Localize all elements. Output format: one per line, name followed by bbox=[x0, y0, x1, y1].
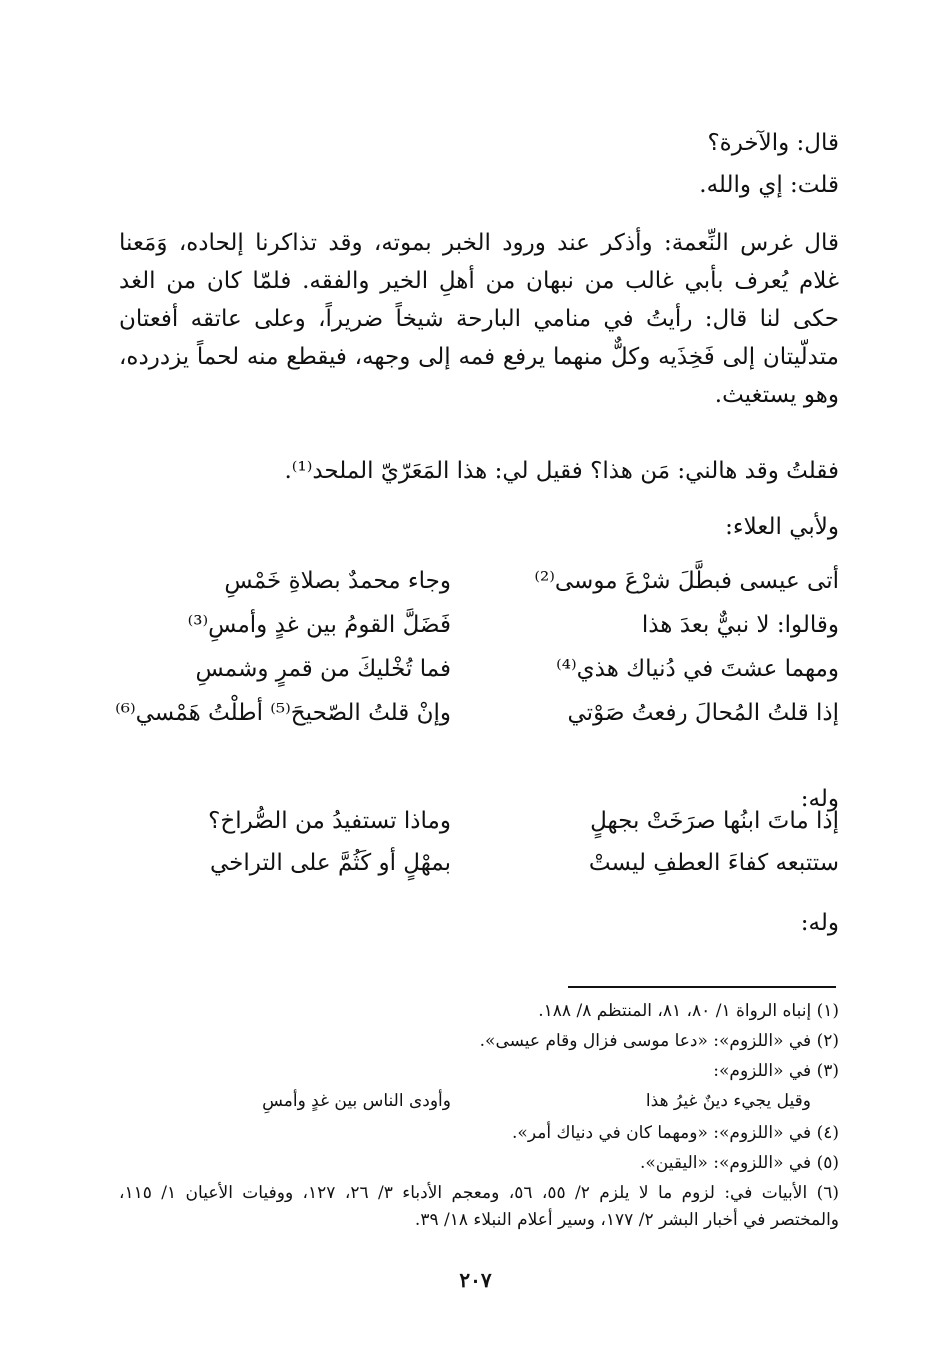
poem1-verse-2-second-hemistich: فَضَلَّ القومُ بين غدٍ وأمسِ⁽³⁾ bbox=[187, 612, 451, 638]
poem1-verse-4-second-hemistich: وإنْ قلتُ الصّحيحَ⁽⁵⁾ أطلْتُ هَمْسي⁽⁶⁾ bbox=[115, 700, 451, 726]
footnote-3: (٣) في «اللزوم»: bbox=[713, 1061, 839, 1081]
footnote-4: (٤) في «اللزوم»: «ومهما كان في دنياك أمر». bbox=[512, 1123, 839, 1143]
poem1-verse-1-second-hemistich: وجاء محمدٌ بصلاةِ خَمْسِ bbox=[224, 568, 451, 594]
poem2-verse-1-first-hemistich: إذا ماتَ ابنُها صرَخَتْ بجهلٍ bbox=[590, 808, 839, 834]
poem-heading-3: وله: bbox=[800, 910, 839, 936]
footnote-2: (٢) في «اللزوم»: «دعا موسى فزال وقام عيسى». bbox=[479, 1031, 839, 1051]
footnote-6: (٦) الأبيات في: لزوم ما لا يلزم ٢/ ٥٥، ٥٦، ومعجم الأدباء ٣/ ٢٦، ١٢٧، ووفيات الأعيان ١/ ١١٥، والمختصر في أخبار البشر ٢/ ١٧٧، وسير أعلام النبلاء ١٨/ ٣٩. bbox=[119, 1183, 839, 1230]
poem2-verse-2-first-hemistich: ستتبعه كفاءَ العطفِ ليستْ bbox=[588, 850, 839, 876]
poem1-verse-3-second-hemistich: فما تُخْليكَ من قمرٍ وشمسِ bbox=[195, 656, 451, 682]
poem-heading-2: وله: bbox=[800, 786, 839, 812]
poem1-verse-4-first-hemistich: إذا قلتُ المُحالَ رفعتُ صَوْتي bbox=[567, 700, 839, 726]
footnote-3-verse-second-hemistich: وأودى الناس بين غدٍ وأمسِ bbox=[262, 1091, 451, 1111]
footnote-divider bbox=[568, 986, 836, 988]
body-paragraph-1: قال غرس النِّعمة: وأذكر عند ورود الخبر بموته، وقد تذاكرنا إلحاده، وَمَعنا غلام يُعرف بأبي غالب من نبهان من أهلِ الخير والفقه. فلمّا كان من الغد حكى لنا قال: رأيتُ في منامي البارحة شيخاً ضريراً، وعلى عاتقه أفعتان متدلّيتان إلى فَخِذَيه وكلٌّ منهما يرفع فمه إلى وجهه، فيقطع منه لحماً يزدرده، وهو يستغيث. bbox=[119, 230, 839, 408]
dialogue-line-1: قال: والآخرة؟ bbox=[707, 130, 839, 156]
footnote-3-verse-first-hemistich: وقيل يجيء دينٌ غيرُ هذا bbox=[645, 1091, 811, 1111]
poem1-verse-1-first-hemistich: أتى عيسى فبطَّلَ شرْعَ موسى⁽²⁾ bbox=[534, 568, 839, 594]
footnote-1: (١) إنباه الرواة ١/ ٨٠، ٨١، المنتظم ٨/ ١٨٨. bbox=[538, 1001, 839, 1021]
poem2-verse-2-second-hemistich: بمهْلٍ أو كَثُمَّ على التراخي bbox=[210, 850, 451, 876]
poem2-verse-1-second-hemistich: وماذا تستفيدُ من الصُّراخ؟ bbox=[208, 808, 451, 834]
poem1-verse-2-first-hemistich: وقالوا: لا نبيٌّ بعدَ هذا bbox=[641, 612, 839, 638]
dialogue-line-2: قلت: إي والله. bbox=[699, 172, 839, 198]
body-paragraph-2: فقلتُ وقد هالني: مَن هذا؟ فقيل لي: هذا المَعَرّيّ الملحد⁽¹⁾. bbox=[284, 458, 839, 484]
poem-heading-1: ولأبي العلاء: bbox=[725, 514, 839, 540]
page-number: ٢٠٧ bbox=[459, 1268, 492, 1292]
poem1-verse-3-first-hemistich: ومهما عشتَ في دُنياك هذي⁽⁴⁾ bbox=[556, 656, 839, 682]
footnote-5: (٥) في «اللزوم»: «اليقين». bbox=[639, 1153, 839, 1173]
